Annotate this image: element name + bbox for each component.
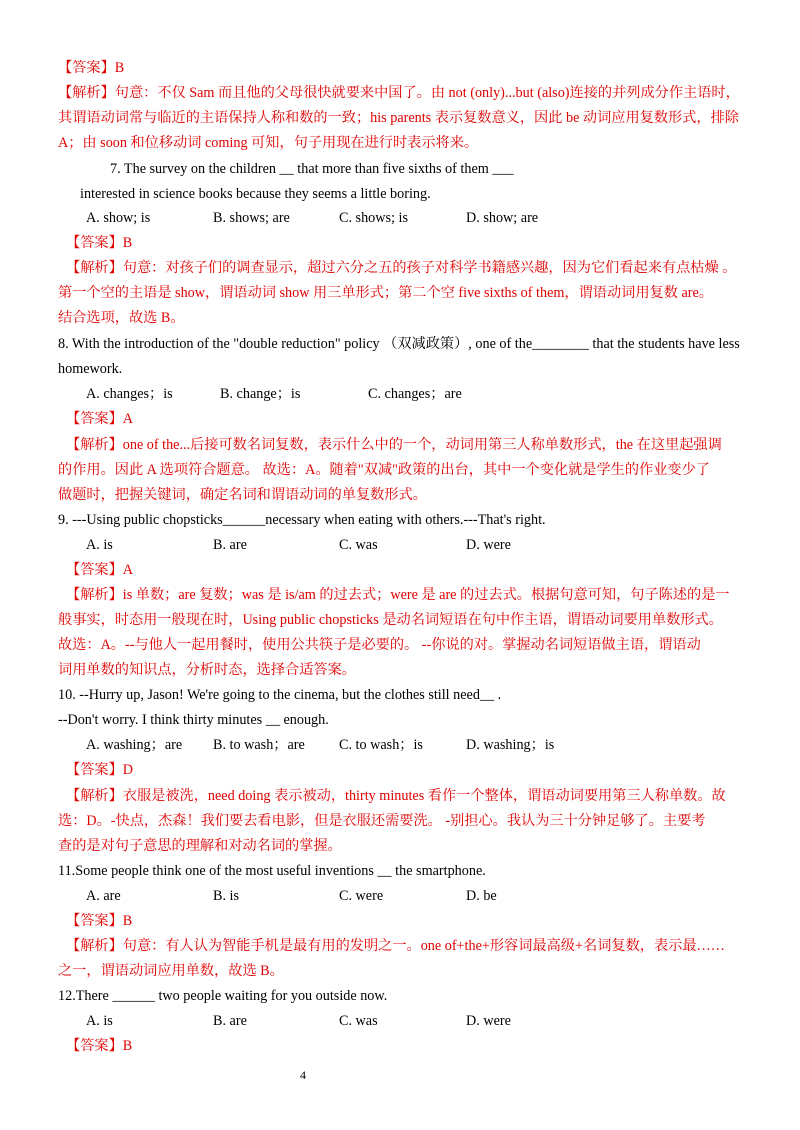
q10-stem-line2: --Don't worry. I think thirty minutes __ enough. (58, 712, 329, 728)
q10-option-b: B. to wash；are (213, 737, 305, 753)
q8-stem-line2: homework. (58, 361, 123, 377)
q12-stem: 12.There ______ two people waiting for you outside now. (58, 988, 388, 1004)
q7-stem-line1: 7. The survey on the children __ that more than five sixths of them ___ (110, 161, 514, 177)
q9-option-a: A. is (86, 537, 113, 553)
q12-option-c: C. was (339, 1013, 378, 1029)
q10-answer: 【答案】D (66, 762, 133, 778)
q12-option-d: D. were (466, 1013, 511, 1029)
q7-explanation-line1: 【解析】句意：对孩子们的调查显示，超过六分之五的孩子对科学书籍感兴趣，因为它们看起来有点枯燥 。 (66, 260, 737, 276)
q12-option-a: A. is (86, 1013, 113, 1029)
q11-answer: 【答案】B (66, 913, 133, 929)
q11-stem: 11.Some people think one of the most useful inventions __ the smartphone. (58, 863, 486, 879)
q11-explanation-line2: 之一，谓语动词应用单数，故选 B。 (58, 963, 284, 979)
q9-stem: 9. ---Using public chopsticks______necessary when eating with others.---That's right. (58, 512, 546, 528)
q11-option-a: A. are (86, 888, 121, 904)
q12-option-b: B. are (213, 1013, 247, 1029)
q9-explanation-line4: 词用单数的知识点，分析时态，选择合适答案。 (58, 662, 356, 678)
q8-option-c: C. changes；are (368, 386, 462, 402)
q7-option-a: A. show; is (86, 210, 151, 226)
q12-answer: 【答案】B (66, 1038, 133, 1054)
q7-answer: 【答案】B (66, 235, 133, 251)
q11-option-c: C. were (339, 888, 384, 904)
q9-option-b: B. are (213, 537, 247, 553)
q10-option-c: C. to wash；is (339, 737, 423, 753)
q9-option-d: D. were (466, 537, 511, 553)
q10-explanation-line1: 【解析】衣服是被洗，need doing 表示被动，thirty minutes 看作一个整体，谓语动词要用第三人称单数。故 (66, 788, 726, 804)
q6-explanation-line1: 【解析】句意：不仅 Sam 而且他的父母很快就要来中国了。由 not (only)...but (also)连接的并列成分作主语时， (58, 85, 740, 101)
q11-option-b: B. is (213, 888, 240, 904)
q7-option-c: C. shows; is (339, 210, 408, 226)
q7-option-d: D. show; are (466, 210, 539, 226)
q9-explanation-line3: 故选：A。--与他人一起用餐时，使用公共筷子是必要的。 --你说的对。掌握动名词短语做主语，谓语动 (58, 637, 701, 653)
q8-option-b: B. change；is (220, 386, 301, 402)
q8-stem-line1: 8. With the introduction of the "double reduction" policy （双减政策）, one of the________ that the students have less (58, 336, 740, 352)
q9-explanation-line2: 般事实，时态用一般现在时，Using public chopsticks 是动名词短语在句中作主语，谓语动词要用单数形式。 (58, 612, 723, 628)
q7-explanation-line3: 结合选项，故选 B。 (58, 310, 185, 326)
q11-explanation-line1: 【解析】句意：有人认为智能手机是最有用的发明之一。one of+the+形容词最高级+名词复数，表示最…… (66, 938, 725, 954)
q8-option-a: A. changes；is (86, 386, 173, 402)
page-number: 4 (300, 1068, 306, 1082)
q9-option-c: C. was (339, 537, 378, 553)
q10-option-a: A. washing；are (86, 737, 183, 753)
q8-answer: 【答案】A (66, 411, 133, 427)
q7-explanation-line2: 第一个空的主语是 show，谓语动词 show 用三单形式；第二个空 five sixths of them，谓语动词用复数 are。 (58, 285, 713, 301)
q7-option-b: B. shows; are (213, 210, 290, 226)
q8-explanation-line1: 【解析】one of the...后接可数名词复数，表示什么中的一个，动词用第三人称单数形式，the 在这里起强调 (66, 437, 722, 453)
q11-option-d: D. be (466, 888, 497, 904)
q6-explanation-line3: A；由 soon 和位移动词 coming 可知，句子用现在进行时表示将来。 (58, 135, 479, 151)
q9-explanation-line1: 【解析】is 单数；are 复数；was 是 is/am 的过去式；were 是 are 的过去式。根据句意可知，句子陈述的是一 (66, 587, 730, 603)
q10-explanation-line3: 查的是对句子意思的理解和对动名词的掌握。 (58, 838, 342, 854)
q9-answer: 【答案】A (66, 562, 133, 578)
q7-stem-line2: interested in science books because they seems a little boring. (80, 186, 431, 202)
q8-explanation-line3: 做题时，把握关键词，确定名词和谓语动词的单复数形式。 (58, 487, 427, 503)
q10-explanation-line2: 选：D。-快点，杰森！我们要去看电影，但是衣服还需要洗。 -别担心。我认为三十分钟足够了。主要考 (58, 813, 706, 829)
q6-explanation-line2: 其谓语动词常与临近的主语保持人称和数的一致；his parents 表示复数意义，因此 be 动词应用复数形式，排除 (58, 110, 739, 126)
q6-answer: 【答案】B (58, 60, 125, 76)
q10-stem-line1: 10. --Hurry up, Jason! We're going to the cinema, but the clothes still need__ . (58, 687, 502, 703)
q8-explanation-line2: 的作用。因此 A 选项符合题意。 故选：A。随着"双减"政策的出台，其中一个变化就是学生的作业变少了 (58, 462, 710, 478)
q10-option-d: D. washing；is (466, 737, 555, 753)
